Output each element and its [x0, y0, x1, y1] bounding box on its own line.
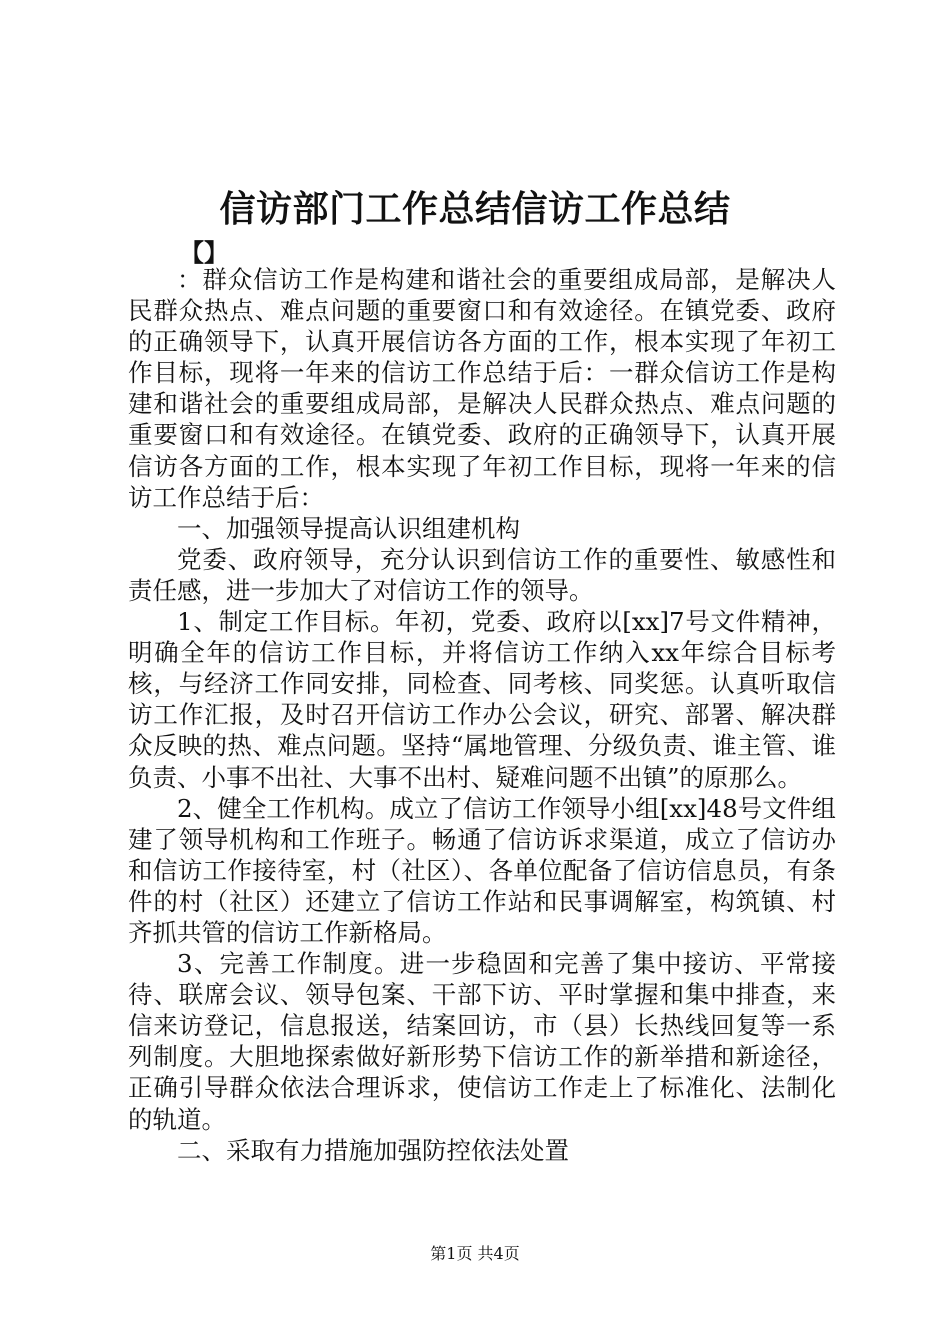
body-paragraph: 党委、政府领导，充分认识到信访工作的重要性、敏感性和责任感，进一步加大了对信访工作的领导。 — [128, 544, 836, 605]
document-body — [128, 264, 836, 1166]
section-heading-2: 二、采取有力措施加强防控依法处置 — [177, 1135, 569, 1165]
page-footer: 第1页 共4页 — [430, 1244, 520, 1263]
body-paragraph: 3、完善工作制度。进一步稳固和完善了集中接访、平常接待、联席会议、领导包案、干部下访、平时掌握和集中排查，来信来访登记，信息报送，结案回访，市（县）长热线回复等一系列制度。大胆地探索做好新形势下信访工作的新举措和新途径，正确引导群众依法合理诉求，使信访工作走上了标准化、法制化的轨道。 — [128, 949, 836, 1134]
intro-paragraph: ：群众信访工作是构建和谐社会的重要组成局部，是解决人民群众热点、难点问题的重要窗口和有效途径。在镇党委、政府的正确领导下，认真开展信访各方面的工作，根本实现了年初工作目标，现将一年来的信访工作总结于后：一群众信访工作是构建和谐社会的重要组成局部，是解决人民群众热点、难点问题的重要窗口和有效途径。在镇党委、政府的正确领导下，认真开展信访各方面的工作，根本实现了年初工作目标，现将一年来的信访工作总结于后： — [128, 265, 836, 512]
title-bracket: 【】 — [180, 239, 228, 267]
section-heading-1: 一、加强领导提高认识组建机构 — [177, 513, 520, 543]
body-paragraph: 2、健全工作机构。成立了信访工作领导小组[xx]48号文件组建了领导机构和工作班子。畅通了信访诉求渠道，成立了信访办和信访工作接待室，村（社区）、各单位配备了信访信息员，有条件的村（社区）还建立了信访工作站和民事调解室，构筑镇、村齐抓共管的信访工作新格局。 — [128, 793, 836, 947]
document-title: 信访部门工作总结信访工作总结 — [219, 189, 731, 230]
body-paragraph: 1、制定工作目标。年初，党委、政府以[xx]7号文件精神，明确全年的信访工作目标，并将信访工作纳入xx年综合目标考核，与经济工作同安排，同检查、同考核、同奖惩。认真听取信访工作汇报，及时召开信访工作办公会议，研究、部署、解决群众反映的热、难点问题。坚持“属地管理、分级负责、谁主管、谁负责、小事不出社、大事不出村、疑难问题不出镇”的原那么。 — [128, 607, 836, 792]
